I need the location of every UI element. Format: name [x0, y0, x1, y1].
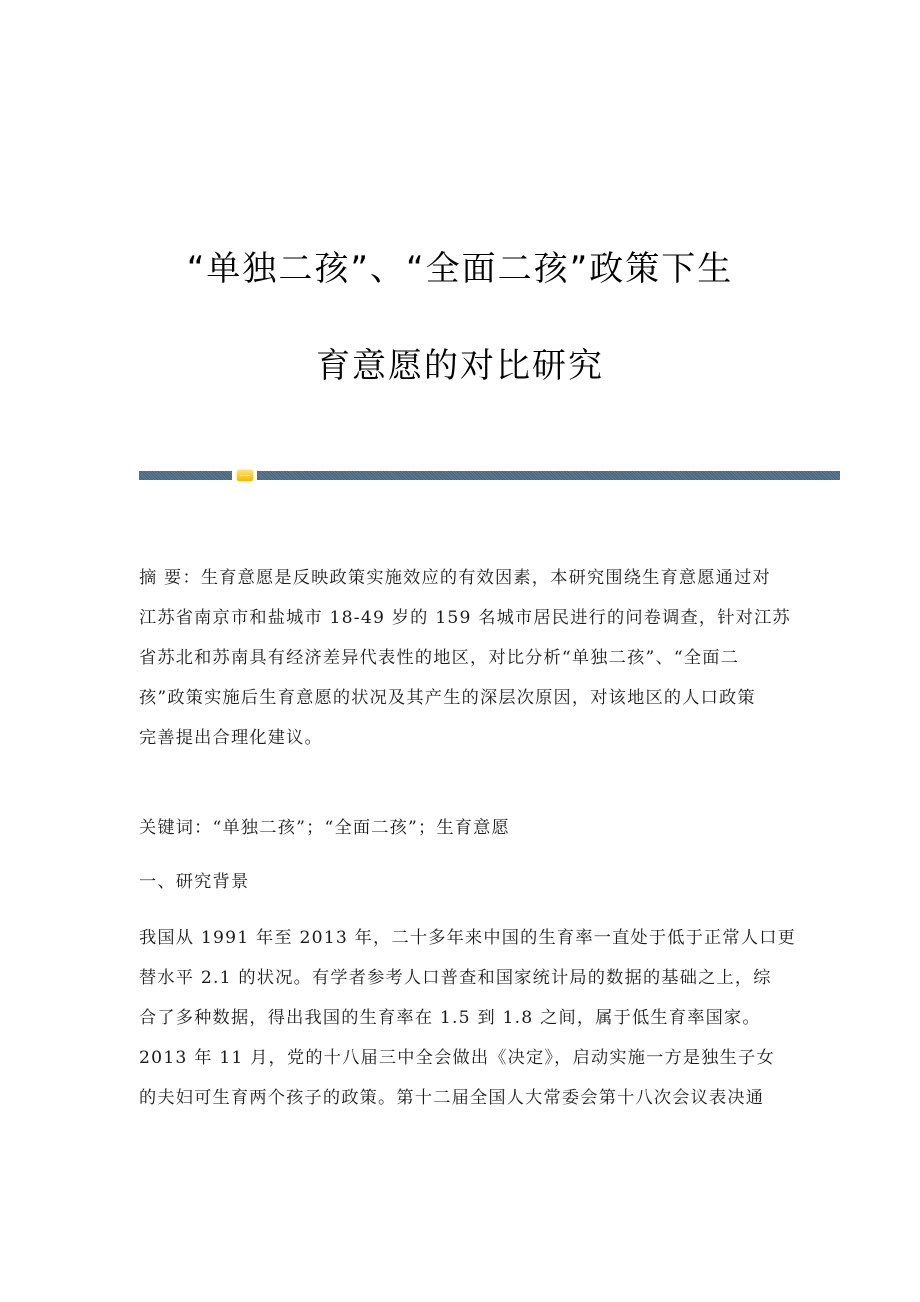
keywords [139, 808, 779, 848]
body-line: 我国从 1991 年至 2013 年，二十多年来中国的生育率一直处于低于正常人口更 [139, 928, 796, 948]
abstract-line: 摘 要：生育意愿是反映政策实施效应的有效因素，本研究围绕生育意愿通过对 [139, 568, 771, 588]
background-section-body [139, 918, 796, 1118]
body-line: 2013 年 11 月，党的十八届三中全会做出《决定》，启动实施一方是独生子女 [139, 1048, 775, 1068]
abstract-line: 省苏北和苏南具有经济差异代表性的地区，对比分析“单独二孩”、“全面二 [139, 648, 739, 668]
abstract-line: 江苏省南京市和盐城市 18-49 岁的 159 名城市居民进行的问卷调查，针对江苏 [139, 608, 791, 628]
body-line: 的夫妇可生育两个孩子的政策。第十二届全国人大常委会第十八次会议表决通 [139, 1088, 765, 1108]
divider-bar-left [139, 471, 232, 480]
document-title-line-2: 育意愿的对比研究 [316, 345, 604, 386]
abstract-line: 完善提出合理化建议。 [139, 728, 323, 748]
body-line: 替水平 2.1 的状况。有学者参考人口普查和国家统计局的数据的基础之上，综 [139, 968, 772, 988]
divider-bar-right [257, 471, 840, 480]
document-title-line-1: “单独二孩”、“全面二孩”政策下生 [186, 248, 734, 289]
body-line: 合了多种数据，得出我国的生育率在 1.5 到 1.8 之间，属于低生育率国家。 [139, 1008, 761, 1028]
section-heading-text: 一、研究背景 [139, 872, 250, 892]
abstract-line: 孩”政策实施后生育意愿的状况及其产生的深层次原因，对该地区的人口政策 [139, 688, 756, 708]
section-heading [139, 862, 779, 902]
gold-emblem-icon [237, 470, 253, 481]
keywords-text: 关键词：“单独二孩”；“全面二孩”；生育意愿 [139, 818, 510, 838]
abstract [139, 558, 791, 758]
